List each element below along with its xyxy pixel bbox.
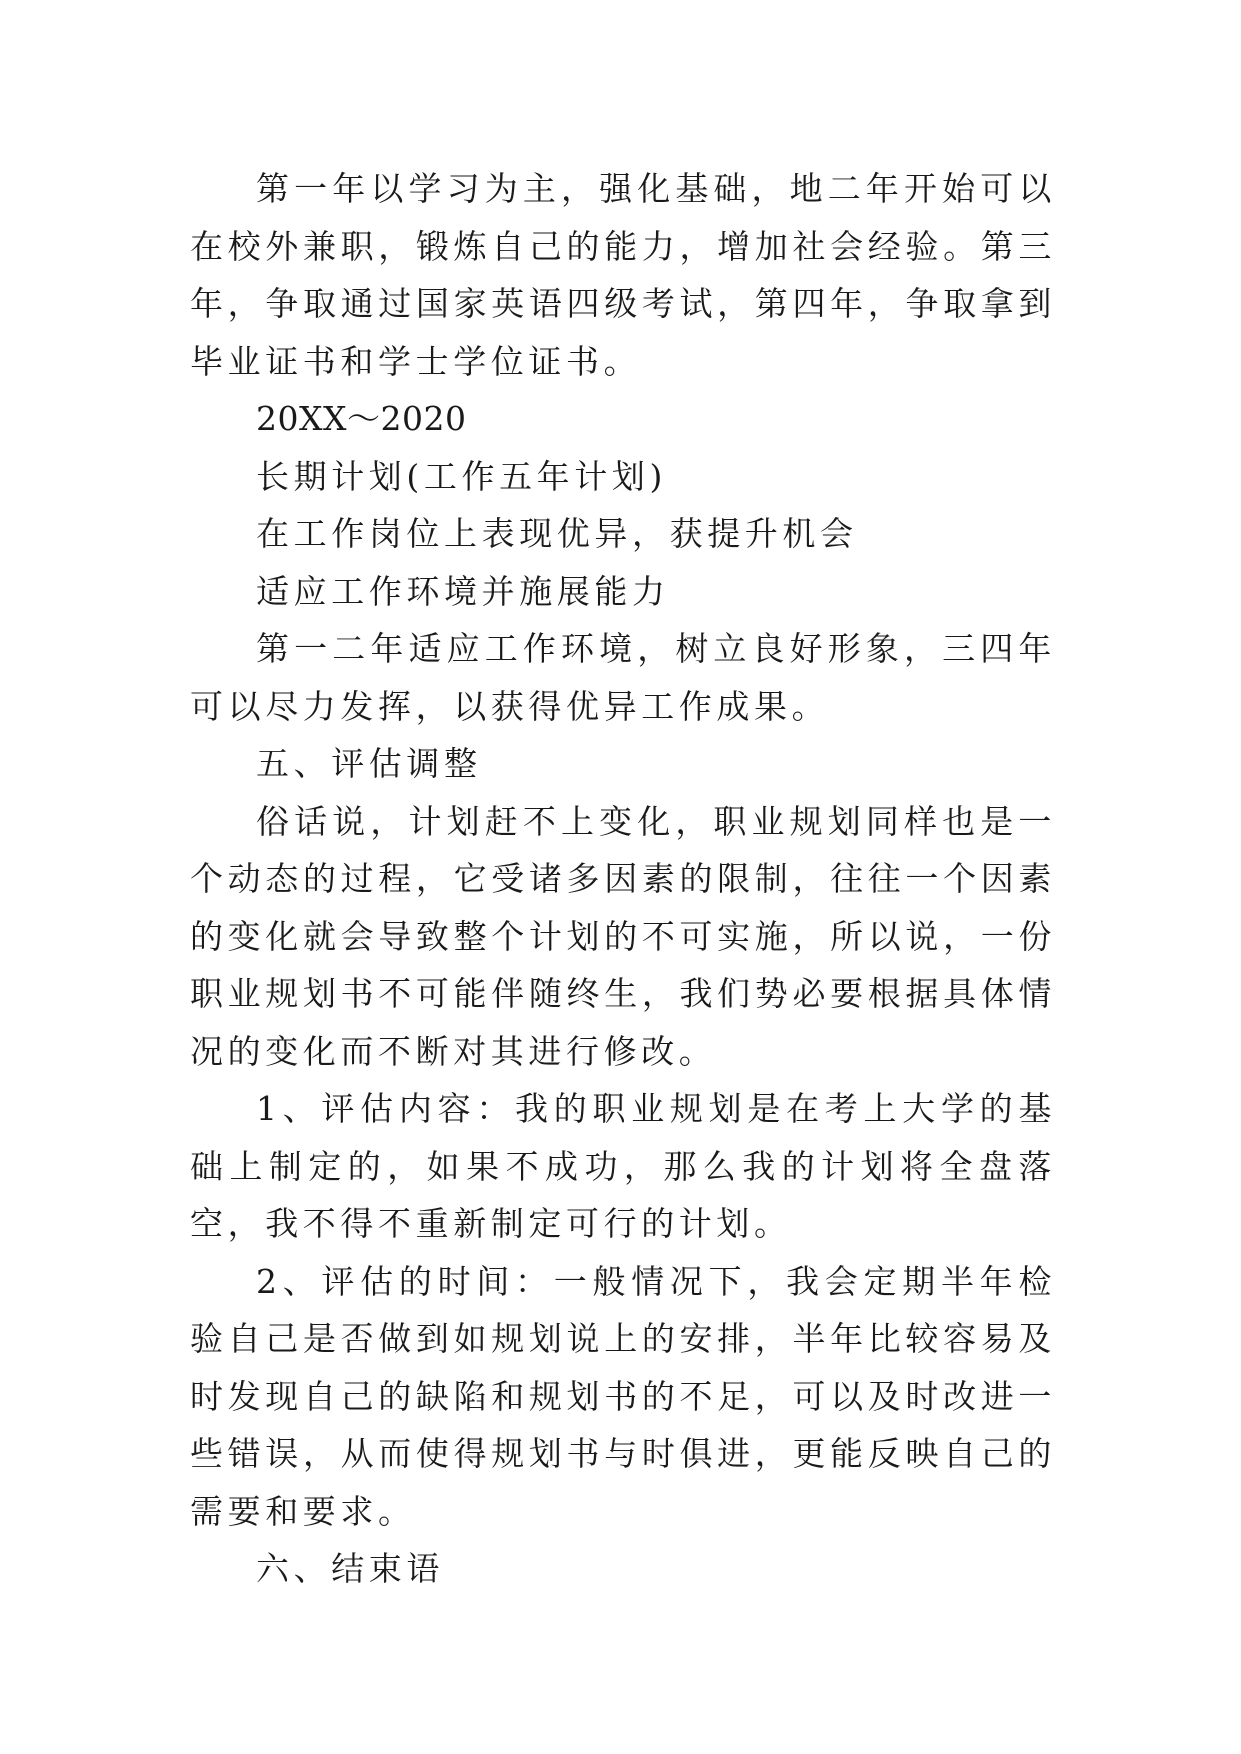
document-body <box>190 160 1056 1598</box>
paragraph-evaluation-time: 2、评估的时间：一般情况下，我会定期半年检验自己是否做到如规划说上的安排，半年比较容易及时发现自己的缺陷和规划书的不足，可以及时改进一些错误，从而使得规划书与时俱进，更能反映自己的需要和要求。 <box>190 1261 1056 1531</box>
paragraph-evaluation-content: 1、评估内容：我的职业规划是在考上大学的基础上制定的，如果不成功，那么我的计划将全盘落空，我不得不重新制定可行的计划。 <box>190 1089 1056 1243</box>
section-heading-conclusion: 六、结束语 <box>256 1549 444 1588</box>
paragraph-evaluation-intro: 俗话说，计划赶不上变化，职业规划同样也是一个动态的过程，它受诸多因素的限制，往往一个因素的变化就会导致整个计划的不可实施，所以说，一份职业规划书不可能伴随终生，我们势必要根据具体情况的变化而不断对其进行修改。 <box>190 801 1056 1071</box>
section-heading-evaluation: 五、评估调整 <box>256 744 482 783</box>
paragraph-long-term-plan-heading: 长期计划(工作五年计划) <box>256 456 667 496</box>
paragraph-first-year-plan: 第一年以学习为主，强化基础，地二年开始可以在校外兼职，锻炼自己的能力，增加社会经验。第三年，争取通过国家英语四级考试，第四年，争取拿到毕业证书和学士学位证书。 <box>190 169 1056 381</box>
paragraph-adapt-environment: 适应工作环境并施展能力 <box>256 571 670 611</box>
paragraph-work-years-plan: 第一二年适应工作环境，树立良好形象，三四年可以尽力发挥，以获得优异工作成果。 <box>190 629 1056 726</box>
paragraph-promotion-goal: 在工作岗位上表现优异，获提升机会 <box>256 514 858 553</box>
paragraph-date-range: 20XX～2020 <box>256 399 467 438</box>
